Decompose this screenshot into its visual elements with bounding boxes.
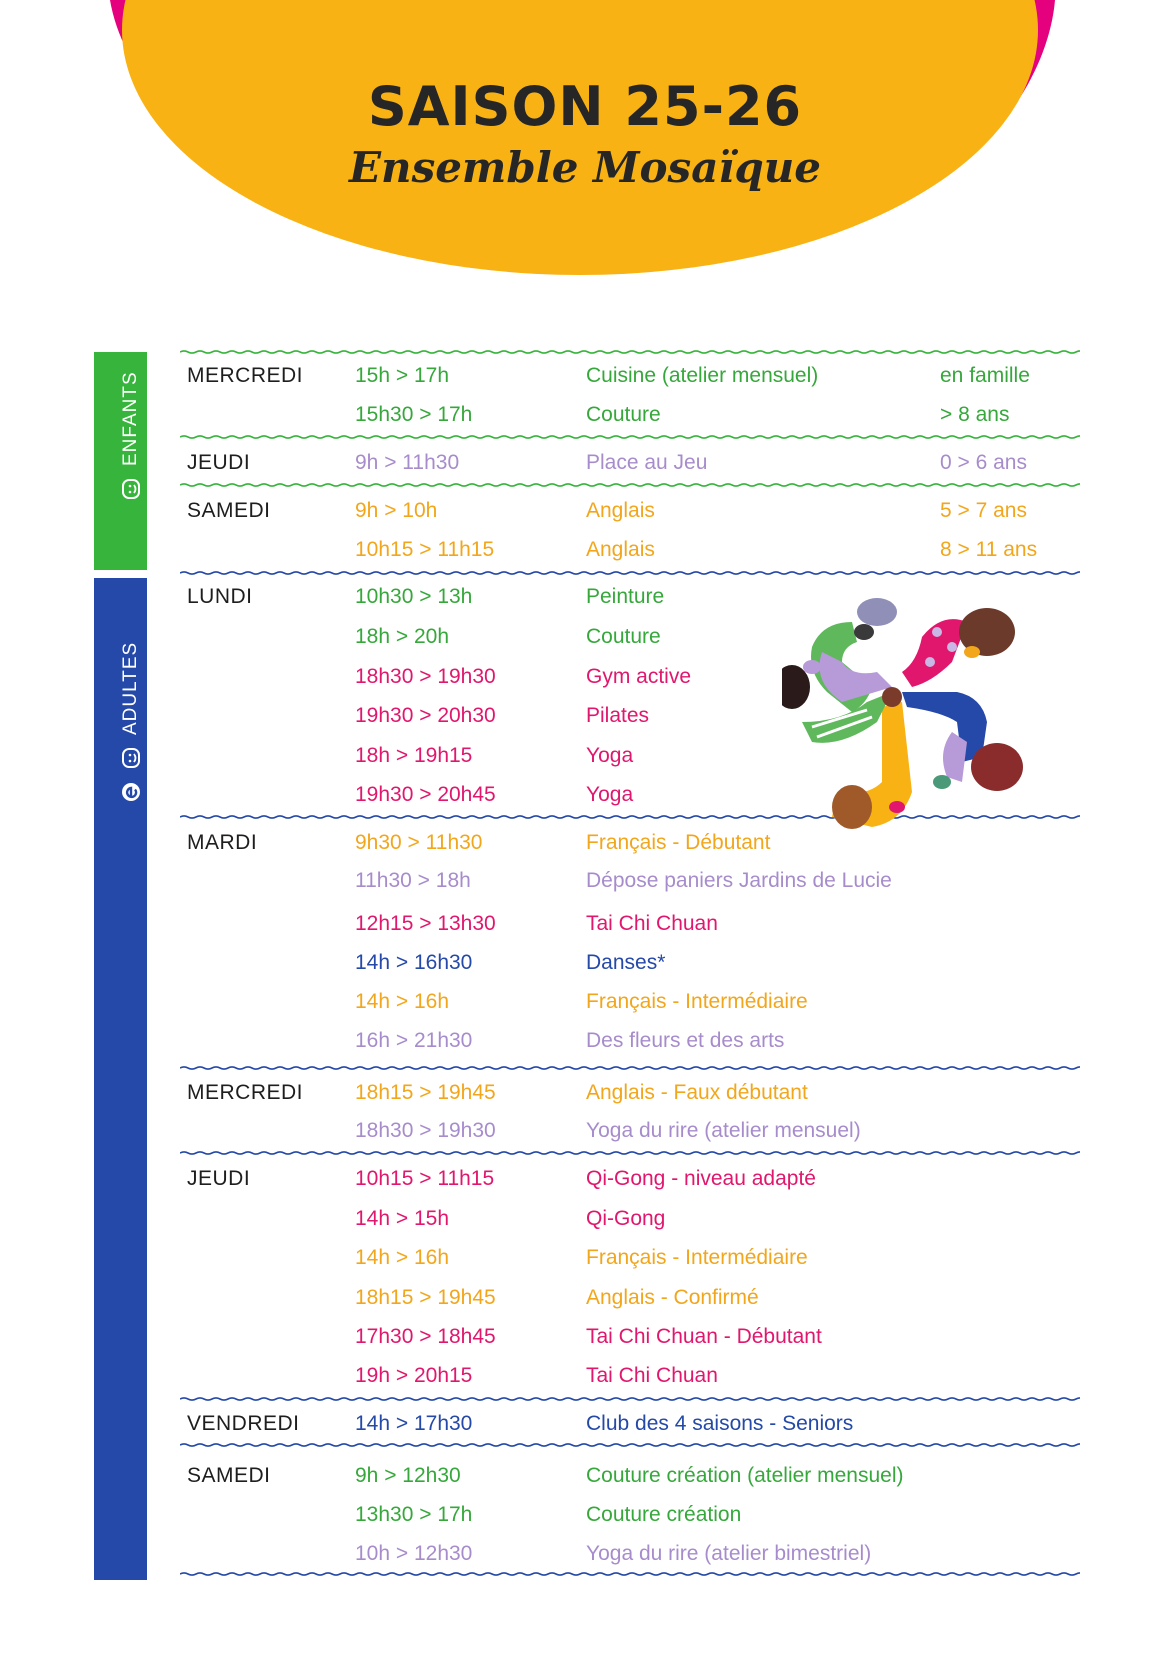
activity-name: Français - Intermédiaire	[586, 990, 808, 1013]
season-title: SAISON 25-26	[367, 75, 803, 138]
time-slot: 18h30 > 19h30	[355, 665, 496, 688]
person-blue	[902, 692, 1023, 791]
age-group: 0 > 6 ans	[940, 451, 1027, 474]
time-slot: 19h > 20h15	[355, 1364, 473, 1387]
schedule-row	[180, 948, 1080, 978]
schedule-row	[180, 400, 1080, 430]
time-slot: 14h > 16h	[355, 990, 450, 1013]
wave-divider	[180, 480, 1080, 490]
time-slot: 14h > 15h	[355, 1207, 450, 1230]
activity-name: Pilates	[586, 704, 650, 727]
activity-name: Tai Chi Chuan - Débutant	[586, 1325, 822, 1348]
day-label: MERCREDI	[187, 364, 304, 387]
schedule-row	[180, 361, 1080, 391]
activity-name: Gym active	[586, 665, 692, 688]
day-label: SAMEDI	[187, 1464, 271, 1487]
activity-name: Club des 4 saisons - Seniors	[586, 1412, 854, 1435]
time-slot: 14h > 16h30	[355, 951, 473, 974]
people-holding-hands-circle-icon	[782, 592, 1060, 857]
schedule-row	[180, 987, 1080, 1017]
activity-name: Yoga du rire (atelier bimestriel)	[586, 1542, 872, 1565]
wave-divider	[180, 347, 1080, 357]
activity-name: Anglais - Faux débutant	[586, 1081, 808, 1104]
wave-divider	[180, 1569, 1080, 1579]
activity-name: Yoga	[586, 744, 634, 767]
time-slot: 15h > 17h	[355, 364, 450, 387]
schedule-row	[180, 496, 1080, 526]
time-slot: 18h15 > 19h45	[355, 1081, 496, 1104]
activity-name: Qi-Gong	[586, 1207, 666, 1230]
wave-divider	[180, 568, 1080, 578]
schedule-row	[180, 535, 1080, 565]
activity-name: Des fleurs et des arts	[586, 1029, 785, 1052]
schedule-row	[180, 1204, 1080, 1234]
activity-name: Yoga	[586, 783, 634, 806]
activity-name: Tai Chi Chuan	[586, 912, 718, 935]
activity-name: Couture création	[586, 1503, 742, 1526]
day-label: MARDI	[187, 831, 258, 854]
schedule-row	[180, 1283, 1080, 1313]
schedule-row	[180, 1078, 1080, 1108]
activity-name: Français - Débutant	[586, 831, 771, 854]
activity-name: Place au Jeu	[586, 451, 708, 474]
schedule-row	[180, 1164, 1080, 1194]
schedule-row	[180, 1409, 1080, 1439]
wave-divider	[180, 1063, 1080, 1073]
age-group: 5 > 7 ans	[940, 499, 1027, 522]
day-label: JEUDI	[187, 451, 251, 474]
day-label: SAMEDI	[187, 499, 271, 522]
age-group: en famille	[940, 364, 1030, 387]
schedule-row	[180, 866, 1080, 896]
time-slot: 14h > 17h30	[355, 1412, 473, 1435]
adultes-tab-label: ADULTES	[120, 641, 141, 735]
wave-divider	[180, 1394, 1080, 1404]
schedule-row	[180, 1116, 1080, 1146]
enfants-tab	[94, 352, 147, 570]
schedule-row	[180, 1500, 1080, 1530]
time-slot: 18h30 > 19h30	[355, 1119, 496, 1142]
activity-name: Dépose paniers Jardins de Lucie	[586, 869, 892, 892]
wave-divider	[180, 1148, 1080, 1158]
enfants-tab-label: ENFANTS	[120, 371, 141, 466]
age-group: 8 > 11 ans	[940, 538, 1038, 561]
time-slot: 15h30 > 17h	[355, 403, 473, 426]
activity-name: Cuisine (atelier mensuel)	[586, 364, 819, 387]
smiling-face-icon	[120, 478, 142, 500]
time-slot: 19h30 > 20h45	[355, 783, 496, 806]
wave-divider	[180, 432, 1080, 442]
time-slot: 13h30 > 17h	[355, 1503, 473, 1526]
time-slot: 18h > 19h15	[355, 744, 473, 767]
time-slot: 18h15 > 19h45	[355, 1286, 496, 1309]
schedule-row	[180, 1361, 1080, 1391]
activity-name: Qi-Gong - niveau adapté	[586, 1167, 816, 1190]
activity-name: Tai Chi Chuan	[586, 1364, 718, 1387]
time-slot: 10h15 > 11h15	[355, 1167, 495, 1190]
activity-name: Couture création (atelier mensuel)	[586, 1464, 904, 1487]
time-slot: 9h > 12h30	[355, 1464, 461, 1487]
activity-name: Anglais - Confirmé	[586, 1286, 759, 1309]
activity-name: Français - Intermédiaire	[586, 1246, 808, 1269]
time-slot: 18h > 20h	[355, 625, 450, 648]
e-logo-icon	[120, 781, 142, 803]
time-slot: 9h30 > 11h30	[355, 831, 483, 854]
person-pink-floral	[902, 608, 1015, 687]
age-group: > 8 ans	[940, 403, 1010, 426]
time-slot: 9h > 11h30	[355, 451, 460, 474]
activity-name: Anglais	[586, 538, 655, 561]
time-slot: 17h30 > 18h45	[355, 1325, 496, 1348]
season-subtitle: Ensemble Mosaïque	[349, 143, 821, 192]
time-slot: 16h > 21h30	[355, 1029, 473, 1052]
time-slot: 9h > 10h	[355, 499, 438, 522]
time-slot: 19h30 > 20h30	[355, 704, 496, 727]
time-slot: 14h > 16h	[355, 1246, 450, 1269]
day-label: VENDREDI	[187, 1412, 300, 1435]
day-label: JEUDI	[187, 1167, 251, 1190]
time-slot: 10h > 12h30	[355, 1542, 473, 1565]
activity-name: Couture	[586, 403, 661, 426]
time-slot: 10h30 > 13h	[355, 585, 473, 608]
adultes-tab	[94, 578, 147, 1580]
activity-name: Peinture	[586, 585, 665, 608]
schedule-row	[180, 1461, 1080, 1491]
wave-divider	[180, 1440, 1080, 1450]
day-label: MERCREDI	[187, 1081, 304, 1104]
activity-name: Anglais	[586, 499, 655, 522]
time-slot: 11h30 > 18h	[355, 869, 471, 892]
schedule-row	[180, 1243, 1080, 1273]
schedule-row	[180, 909, 1080, 939]
time-slot: 10h15 > 11h15	[355, 538, 495, 561]
smiling-face-icon	[120, 747, 142, 769]
schedule-row	[180, 448, 1080, 478]
schedule-row	[180, 1322, 1080, 1352]
day-label: LUNDI	[187, 585, 253, 608]
schedule-row	[180, 1026, 1080, 1056]
schedule-row	[180, 1539, 1080, 1569]
activity-name: Danses*	[586, 951, 666, 974]
time-slot: 12h15 > 13h30	[355, 912, 496, 935]
activity-name: Couture	[586, 625, 661, 648]
activity-name: Yoga du rire (atelier mensuel)	[586, 1119, 861, 1142]
